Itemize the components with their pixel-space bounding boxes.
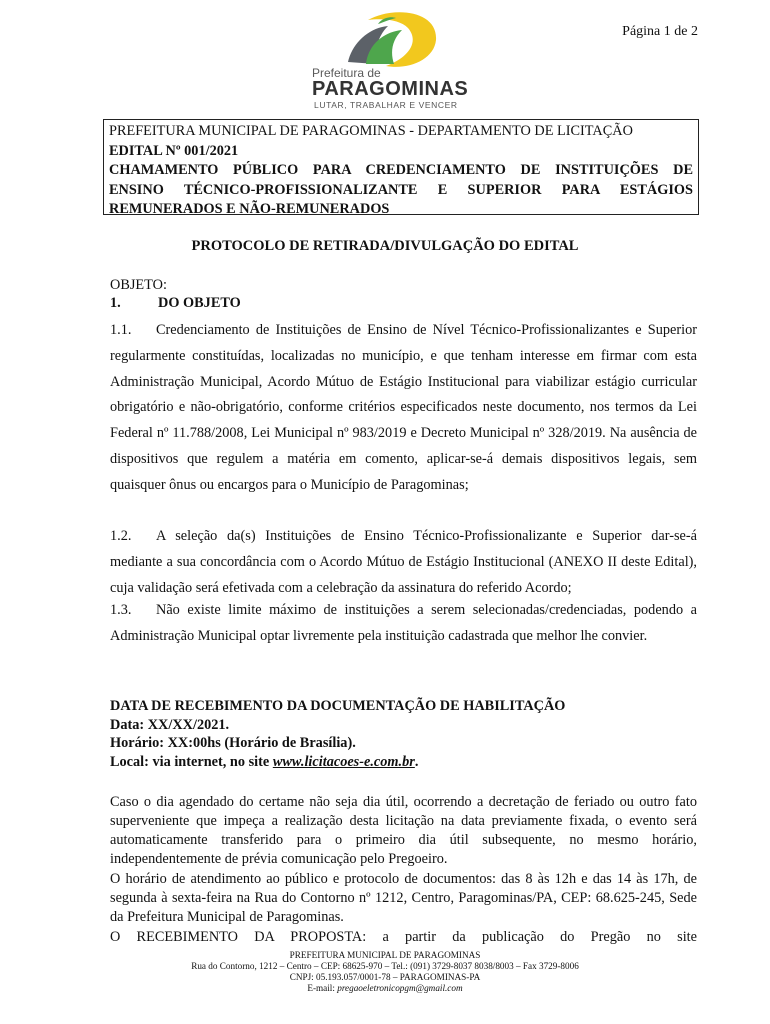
reception-date-block — [110, 697, 565, 771]
office-hours-note: O horário de atendimento ao público e protocolo de documentos: das 8 às 12h e das 14 às 17h, de segunda à sexta-feira na Rua do Contorno nº 1212, Centro, Paragominas/PA, CEP: 68.625-245, Sede da Prefeitura Municipal de Paragominas. — [110, 871, 697, 925]
item-1-2 — [110, 524, 697, 601]
item-1-1 — [110, 318, 697, 499]
licitacoes-site-link[interactable]: www.licitacoes-e.com.br — [272, 753, 415, 770]
item-text: Não existe limite máximo de instituições a serem selecionadas/credenciadas, podendo a Administração Municipal optar livremente pela instituição cadastrada que melhor lhe convier. — [110, 602, 697, 644]
header-edital-number: EDITAL Nº 001/2021 — [109, 142, 239, 159]
item-number: 1.1. — [110, 322, 132, 338]
reception-date: Data: XX/XX/2021. — [110, 716, 230, 733]
item-number: 1.2. — [110, 528, 132, 544]
page-footer — [0, 950, 770, 994]
header-title-line-1: CHAMAMENTO PÚBLICO PARA CREDENCIAMENTO DE INSTITUIÇÕES DE — [109, 162, 693, 178]
footer-institution: PREFEITURA MUNICIPAL DE PARAGOMINAS — [289, 950, 481, 960]
reception-time: Horário: XX:00hs (Horário de Brasília). — [110, 735, 356, 751]
header-title-line-3: REMUNERADOS E NÃO-REMUNERADOS — [109, 201, 390, 217]
footer-email — [0, 983, 770, 994]
header-department: PREFEITURA MUNICIPAL DE PARAGOMINAS - DEPARTAMENTO DE LICITAÇÃO — [109, 123, 633, 139]
section-heading — [110, 295, 697, 312]
logo-line-1: Prefeitura de — [312, 66, 381, 80]
postponement-note: Caso o dia agendado do certame não seja dia útil, ocorrendo a decretação de feriado ou outro fato superveniente que impeça a realização desta licitação na data previamente fixada, o evento será automaticamente transferido para o primeiro dia útil subsequente, no mesmo horário, independentemente de prévia comunicação pelo Pregoeiro. — [110, 794, 697, 867]
email-address[interactable]: pregaoeletronicopgm@gmail.com — [337, 983, 463, 993]
item-text: A seleção da(s) Instituições de Ensino Técnico-Profissionalizante e Superior dar-se-á mediante a sua concordância com o Acordo Mútuo de Estágio Institucional (ANEXO II deste Edital), cuja validação será efetivada com a celebração da assinatura do referido Acordo; — [110, 528, 697, 596]
logo-line-2: PARAGOMINAS — [312, 78, 469, 100]
section-number: 1. — [110, 295, 121, 311]
item-number: 1.3. — [110, 602, 132, 618]
footer-address: Rua do Contorno, 1212 – Centro – CEP: 68625-970 – Tel.: (091) 3729-8037 8038/8003 – Fax 3729-8006 — [191, 961, 579, 971]
proposal-reception-line: O RECEBIMENTO DA PROPOSTA: a partir da publicação do Pregão no site — [110, 929, 697, 945]
section-title: DO OBJETO — [158, 295, 241, 311]
email-label: E-mail: — [307, 983, 338, 993]
header-title-line-2: ENSINO TÉCNICO-PROFISSIONALIZANTE E SUPERIOR PARA ESTÁGIOS — [109, 181, 693, 198]
reception-location — [110, 753, 565, 772]
reception-title: DATA DE RECEBIMENTO DA DOCUMENTAÇÃO DE HABILITAÇÃO — [110, 698, 566, 714]
footer-cnpj: CNPJ: 05.193.057/0001-78 – PARAGOMINAS-PA — [289, 972, 481, 982]
logo-slogan: LUTAR, TRABALHAR E VENCER — [314, 100, 458, 110]
protocol-title: PROTOCOLO DE RETIRADA/DIVULGAÇÃO DO EDITAL — [191, 238, 579, 254]
location-suffix: . — [414, 753, 419, 770]
page-number: Página 1 de 2 — [622, 24, 698, 39]
prefeitura-logo — [308, 10, 478, 110]
objeto-label: OBJETO: — [110, 277, 167, 293]
location-label: Local: via internet, no site — [110, 753, 273, 770]
edital-header-box — [103, 119, 699, 215]
item-1-3 — [110, 598, 697, 650]
item-text: Credenciamento de Instituições de Ensino de Nível Técnico-Profissionalizantes e Superior regularmente constituídas, localizadas no município, e que tenham interesse em firmar com esta Administração Municipal, Acordo Mútuo de Estágio Institucional para viabilizar estágio curricular obrigatório e não-obrigatório, conforme critérios especificados neste documento, nos termos da Lei Federal nº 11.788/2008, Lei Municipal nº 983/2019 e Decreto Municipal nº 328/2019. Na ausência de dispositivos que regulem a matéria em comento, aplicar-se-á demais dispositivos legais, sem quaisquer ônus ou encargos para o Município de Paragominas; — [110, 322, 697, 493]
